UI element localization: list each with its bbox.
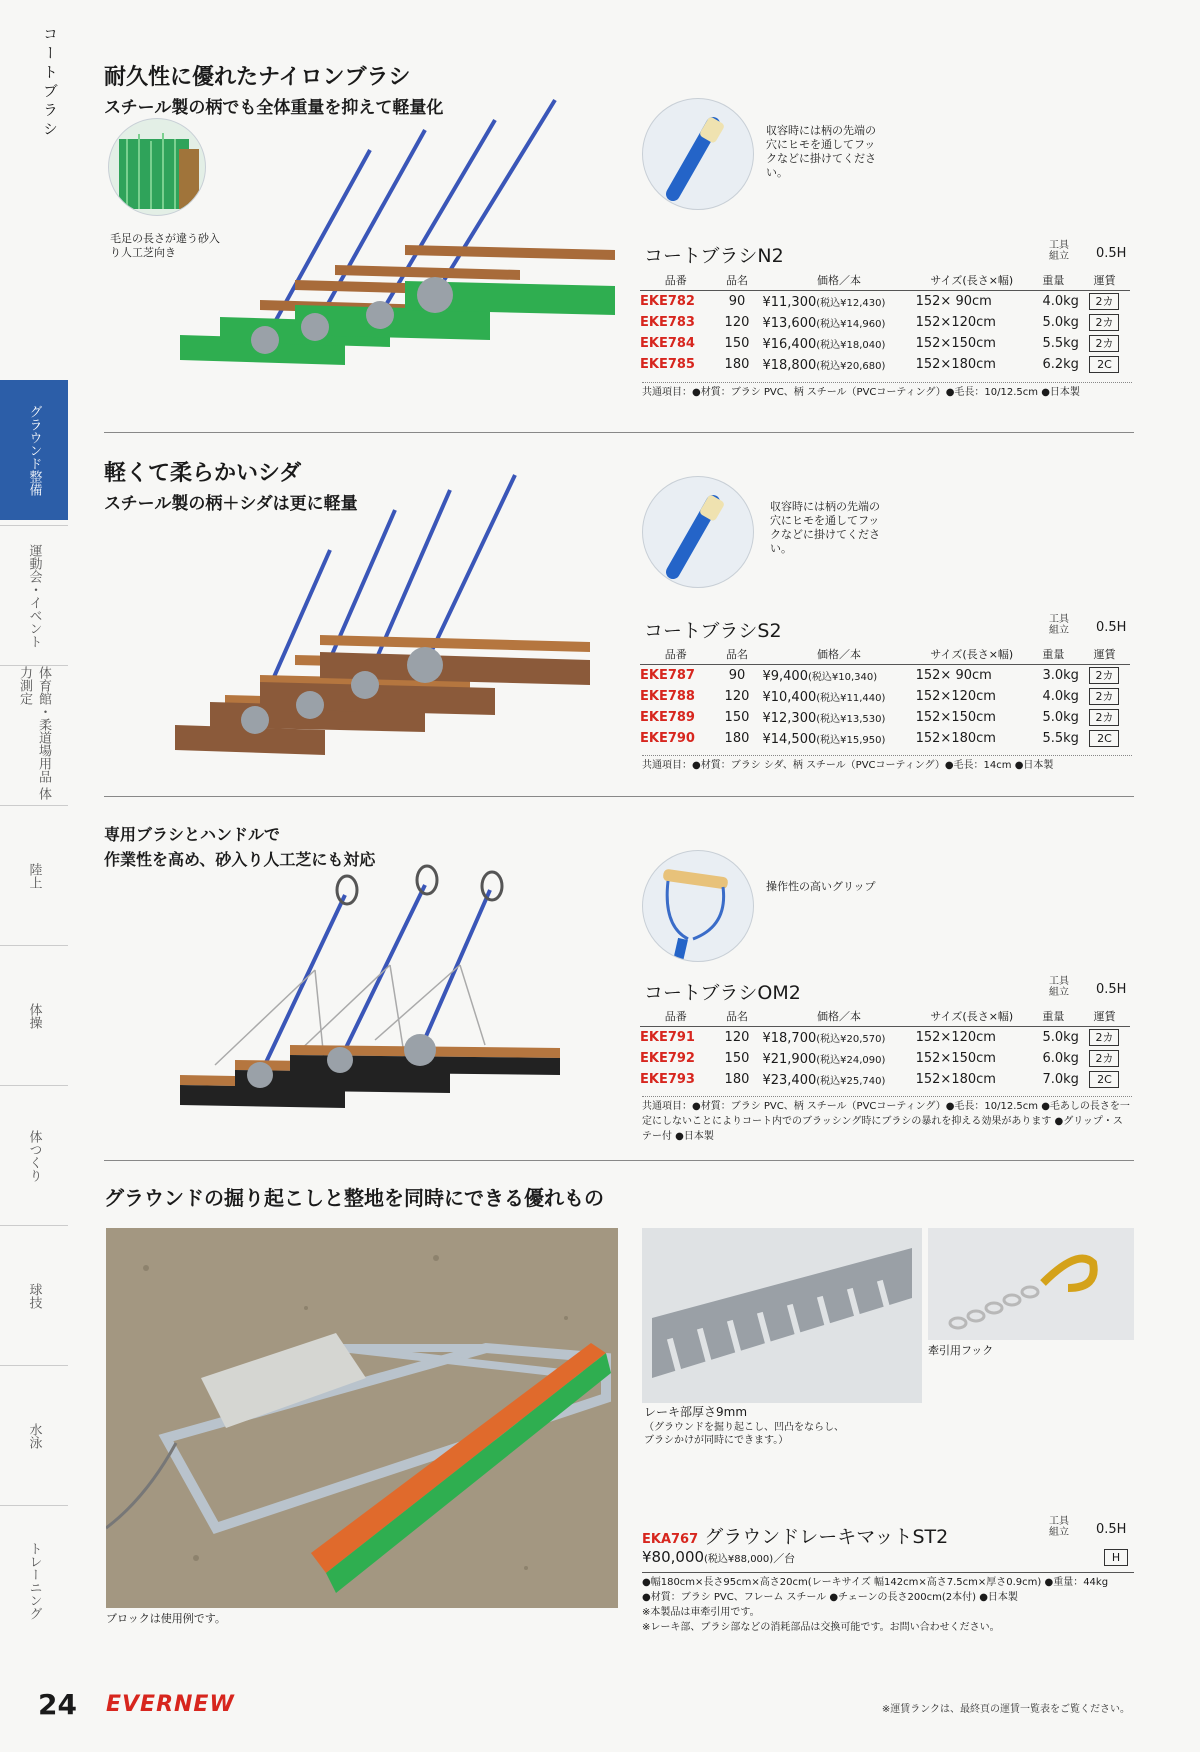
item-code: EKE790 (640, 731, 695, 746)
footer-note: ※運賃ランクは、最終頁の運賃一覧表をご覧ください。 (881, 1704, 1130, 1715)
size: 152×150cm (915, 1051, 996, 1066)
rake-spec-line: ●材質：ブラシ PVC、フレーム スチール ●チェーンの長さ200cm(2本付) ●日本製 (642, 1592, 1018, 1603)
section-title: グラウンドの掘り起こしと整地を同時にできる優れもの (104, 1186, 604, 1210)
rake-spec-line: ※レーキ部、ブラシ部などの消耗部品は交換可能です。お問い合わせください。 (642, 1622, 1000, 1633)
price-unit: ／台 (773, 1552, 796, 1565)
price-tax: (税込¥24,090) (816, 1054, 886, 1066)
tool-badge: 工具組立 (1049, 1516, 1069, 1538)
ship-rank: 2C (1089, 730, 1119, 747)
table-row (640, 728, 1130, 749)
price: ¥14,500 (762, 731, 817, 747)
item-name: 180 (724, 1072, 750, 1087)
item-name: 180 (724, 731, 750, 746)
item-name: 180 (724, 357, 750, 372)
price-tax: (税込¥10,340) (807, 671, 878, 683)
weight: 5.0kg (1042, 710, 1079, 725)
section-title: 軽くて柔らかいシダ (104, 461, 302, 486)
hole-note: 収容時には柄の先端の穴にヒモを通してフックなどに掛けてください。 (766, 124, 876, 179)
rake-price-line (642, 1548, 795, 1566)
s2-brushes-photo (170, 470, 600, 780)
rake-mat-photo (106, 1228, 618, 1608)
tool-time: 0.5H (1096, 246, 1127, 261)
section-title: 耐久性に優れたナイロンブラシ (104, 65, 411, 90)
col-weight: 重量 (1028, 644, 1079, 665)
price-tax: (税込¥12,430) (816, 297, 886, 309)
price-tax: (税込¥20,570) (816, 1033, 886, 1045)
side-tab-track[interactable]: 陸上 (0, 805, 68, 946)
item-code: EKE791 (640, 1030, 695, 1045)
table-row (640, 312, 1130, 333)
hole-note: 収容時には柄の先端の穴にヒモを通してフックなどに掛けてください。 (770, 500, 880, 555)
weight: 5.0kg (1042, 1030, 1079, 1045)
col-size: サイズ(長さ×幅) (916, 1006, 1028, 1027)
tool-time: 0.5H (1096, 620, 1127, 635)
table-row (640, 291, 1130, 313)
col-name: 品名 (711, 644, 762, 665)
price: ¥18,700 (762, 1030, 817, 1046)
col-item: 品番 (640, 270, 711, 291)
size: 152×180cm (915, 731, 996, 746)
rake-spec-line: ●幅180cm×長さ95cm×高さ20cm(レーキサイズ 幅142cm×高さ7.5cm×厚さ0.9cm) ●重量：44kg (642, 1577, 1109, 1588)
item-code: EKE793 (640, 1072, 695, 1087)
ship-rank: 2C (1089, 1071, 1119, 1088)
table-row (640, 1069, 1130, 1090)
weight: 3.0kg (1042, 668, 1079, 683)
product-name-st2: グラウンドレーキマットST2 (704, 1526, 949, 1548)
item-name: 150 (724, 336, 750, 351)
price-tax: (税込¥11,440) (816, 692, 886, 704)
rake-blade-caption: レーキ部厚さ9mm (644, 1405, 748, 1419)
rake-blade-photo (642, 1228, 922, 1403)
price: ¥9,400 (762, 668, 808, 684)
item-code: EKE788 (640, 689, 695, 704)
item-code: EKE787 (640, 668, 695, 683)
n2-brushes-photo (175, 95, 635, 405)
size: 152×180cm (915, 357, 996, 372)
item-code: EKE783 (640, 315, 695, 330)
tool-time: 0.5H (1096, 982, 1127, 997)
table-row (640, 665, 1130, 687)
section-divider (104, 796, 1134, 797)
side-tab-gym[interactable]: 体育館・柔道場用品 体力測定 (0, 665, 68, 806)
item-name: 150 (724, 710, 750, 725)
side-tab-swim[interactable]: 水泳 (0, 1365, 68, 1506)
price-tax: (税込¥15,950) (816, 734, 886, 746)
weight: 6.0kg (1042, 1051, 1079, 1066)
rake-spec (642, 1572, 1134, 1635)
item-code: EKE789 (640, 710, 695, 725)
price: ¥18,800 (762, 357, 817, 373)
brand-logo: EVERNEW (106, 1692, 235, 1717)
price: ¥11,300 (762, 294, 817, 310)
common-spec-n2: 共通項目：●材質：ブラシ PVC、柄 スチール（PVCコーティング）●毛長：10/12.5cm ●日本製 (642, 382, 1132, 400)
rake-product-line (642, 1522, 948, 1549)
hook-caption: 牽引用フック (928, 1344, 994, 1357)
col-name: 品名 (711, 270, 762, 291)
price-tax: (税込¥20,680) (816, 360, 886, 372)
grip-note: 操作性の高いグリップ (766, 880, 876, 893)
item-name: 120 (724, 689, 750, 704)
item-code: EKE792 (640, 1051, 695, 1066)
table-row (640, 333, 1130, 354)
size: 152×150cm (915, 336, 996, 351)
ship-rank: 2カ (1089, 293, 1119, 310)
col-ship: 運賃 (1079, 644, 1130, 665)
col-price: 価格／本 (762, 1006, 915, 1027)
page-number: 24 (38, 1688, 77, 1721)
price-tax: (税込¥18,040) (816, 339, 886, 351)
side-category-label: コートブラシ (41, 26, 59, 140)
item-name: 90 (728, 668, 746, 683)
col-ship: 運賃 (1079, 1006, 1130, 1027)
spec-table-om2 (640, 1006, 1130, 1090)
spec-table-s2 (640, 644, 1130, 749)
grip-image (642, 850, 754, 962)
item-name: 90 (728, 294, 746, 309)
col-price: 価格／本 (762, 270, 915, 291)
size: 152×120cm (915, 315, 996, 330)
spec-table-n2 (640, 270, 1130, 375)
section-subtitle: スチール製の柄でも全体重量を抑えて軽量化 (104, 98, 444, 118)
price-tax: (税込¥88,000) (704, 1554, 774, 1565)
col-weight: 重量 (1028, 270, 1079, 291)
product-name-s2: コートブラシS2 (644, 620, 782, 642)
col-size: サイズ(長さ×幅) (916, 270, 1028, 291)
section-divider (104, 1160, 1134, 1161)
side-tab-events[interactable]: 運動会・イベント (0, 525, 68, 666)
rake-blade-subcaption: （グラウンドを掘り起こし、凹凸をならし、ブラシかけが同時にできます。） (644, 1422, 844, 1446)
price: ¥16,400 (762, 336, 817, 352)
tool-time: 0.5H (1096, 1522, 1127, 1537)
rake-ship (1104, 1546, 1128, 1566)
rake-spec-line: ※本製品は車牽引用です。 (642, 1607, 760, 1618)
section-rake (104, 1182, 1134, 1211)
price: ¥10,400 (762, 689, 817, 705)
price: ¥21,900 (762, 1051, 817, 1067)
size: 152×120cm (915, 689, 996, 704)
section-subtitle: 作業性を高め、砂入り人工芝にも対応 (104, 850, 376, 869)
section-title: 専用ブラシとハンドルで (104, 825, 281, 844)
tool-badge: 工具組立 (1049, 614, 1069, 636)
bristle-caption: 毛足の長さが違う砂入り人工芝向き (110, 232, 220, 259)
price-tax: (税込¥14,960) (816, 318, 886, 330)
col-name: 品名 (711, 1006, 762, 1027)
ship-rank: 2カ (1089, 335, 1119, 352)
section-subtitle: スチール製の柄＋シダは更に軽量 (104, 494, 358, 514)
table-row (640, 354, 1130, 375)
hook-photo (928, 1228, 1134, 1340)
ship-rank: 2カ (1089, 667, 1119, 684)
ship-rank: 2カ (1089, 1029, 1119, 1046)
size: 152×120cm (915, 1030, 996, 1045)
size: 152× 90cm (915, 668, 992, 683)
col-item: 品番 (640, 1006, 711, 1027)
col-weight: 重量 (1028, 1006, 1079, 1027)
col-size: サイズ(長さ×幅) (916, 644, 1028, 665)
size: 152×150cm (915, 710, 996, 725)
side-tab-gymnastics[interactable]: 体操 (0, 945, 68, 1086)
handle-hole-image (642, 98, 754, 210)
handle-hole-image (642, 476, 754, 588)
price: ¥80,000 (642, 1548, 705, 1566)
tool-badge: 工具組立 (1049, 976, 1069, 998)
weight: 4.0kg (1042, 689, 1079, 704)
weight: 6.2kg (1042, 357, 1079, 372)
price: ¥13,600 (762, 315, 817, 331)
ship-rank: 2C (1089, 356, 1119, 373)
size: 152× 90cm (915, 294, 992, 309)
col-ship: 運賃 (1079, 270, 1130, 291)
col-price: 価格／本 (762, 644, 915, 665)
table-row (640, 1048, 1130, 1069)
weight: 4.0kg (1042, 294, 1079, 309)
rake-photo-caption: ブロックは使用例です。 (106, 1612, 226, 1625)
common-spec-om2: 共通項目：●材質：ブラシ PVC、柄 スチール（PVCコーティング）●毛長：10/12.5cm ●毛あしの長さを一定にしないことによりコート内でのブラッシング時にブラシの暴れを抑える効果があります ●グリップ・ステー付 ●日本製 (642, 1096, 1132, 1144)
table-row (640, 1027, 1130, 1049)
side-tab-body[interactable]: 体つくり (0, 1085, 68, 1226)
ship-rank: 2カ (1089, 709, 1119, 726)
table-row (640, 686, 1130, 707)
weight: 5.0kg (1042, 315, 1079, 330)
table-row (640, 707, 1130, 728)
side-tab-ball[interactable]: 球技 (0, 1225, 68, 1366)
ship-rank: 2カ (1089, 688, 1119, 705)
col-item: 品番 (640, 644, 711, 665)
side-index (0, 0, 70, 1752)
price: ¥12,300 (762, 710, 817, 726)
product-name-om2: コートブラシOM2 (644, 982, 801, 1004)
item-name: 120 (724, 1030, 750, 1045)
ship-rank: H (1104, 1549, 1128, 1566)
side-tab-ground[interactable]: グラウンド整備 (0, 380, 68, 520)
item-code: EKA767 (642, 1532, 699, 1547)
item-name: 120 (724, 315, 750, 330)
om2-brushes-photo (175, 860, 595, 1130)
tool-badge: 工具組立 (1049, 240, 1069, 262)
price-tax: (税込¥25,740) (816, 1075, 886, 1087)
size: 152×180cm (915, 1072, 996, 1087)
ship-rank: 2カ (1089, 314, 1119, 331)
item-code: EKE782 (640, 294, 695, 309)
weight: 5.5kg (1042, 336, 1079, 351)
price: ¥23,400 (762, 1072, 817, 1088)
item-code: EKE784 (640, 336, 695, 351)
weight: 5.5kg (1042, 731, 1079, 746)
item-code: EKE785 (640, 357, 695, 372)
ship-rank: 2カ (1089, 1050, 1119, 1067)
weight: 7.0kg (1042, 1072, 1079, 1087)
common-spec-s2: 共通項目：●材質：ブラシ シダ、柄 スチール（PVCコーティング）●毛長：14cm ●日本製 (642, 755, 1132, 773)
section-divider (104, 432, 1134, 433)
product-name-n2: コートブラシN2 (644, 245, 784, 267)
price-tax: (税込¥13,530) (816, 713, 886, 725)
side-tab-training[interactable]: トレーニング (0, 1505, 68, 1656)
item-name: 150 (724, 1051, 750, 1066)
